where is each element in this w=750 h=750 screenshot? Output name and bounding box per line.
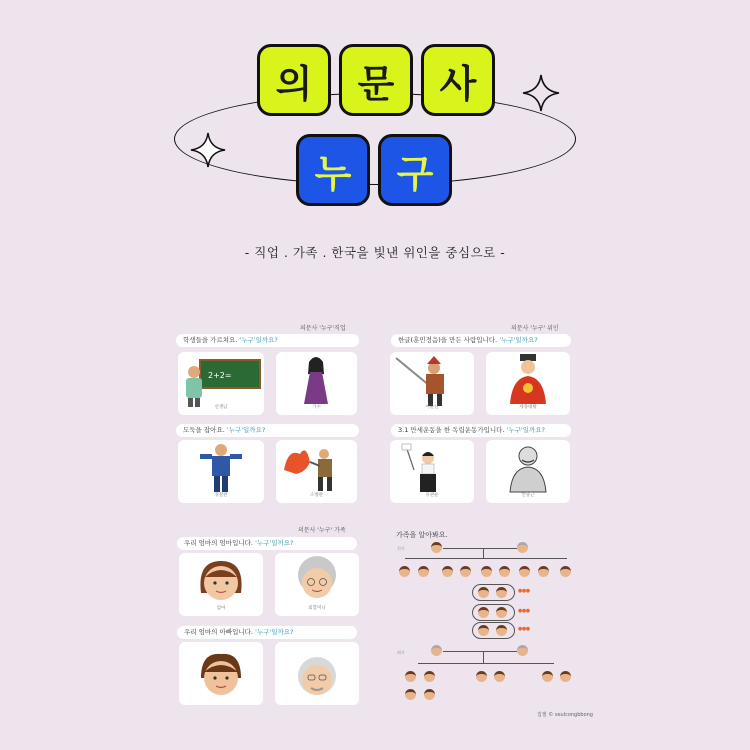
tree-person-face xyxy=(418,566,429,577)
great-question-1 xyxy=(391,334,571,347)
tree-connector xyxy=(443,651,517,652)
king-illustration xyxy=(486,352,570,407)
card-grandfather xyxy=(275,642,359,705)
card-yisunsin xyxy=(390,352,474,415)
question-text: 3.1 만세운동을 한 독립운동가입니다. xyxy=(398,426,507,434)
singer-illustration xyxy=(276,352,357,407)
question-text: 우리 엄마의 아빠입니다. xyxy=(184,628,256,636)
question-text: 학생들을 가르쳐요. xyxy=(183,336,240,344)
tree-connector xyxy=(443,548,517,549)
card-teacher xyxy=(178,352,264,415)
card-caption: 안중근 xyxy=(521,493,535,498)
title-tile-1: 의 xyxy=(257,44,331,116)
subtitle: - 직업 . 가족 . 한국을 빛낸 위인을 중심으로 - xyxy=(244,245,506,260)
tree-person-face xyxy=(538,566,549,577)
title-tile-4: 누 xyxy=(296,134,370,206)
tree-person-face xyxy=(496,607,507,618)
card-caption: 세종대왕 xyxy=(519,405,537,410)
father-face-illustration xyxy=(179,642,263,705)
title-tile-3: 사 xyxy=(421,44,495,116)
card-father xyxy=(179,642,263,705)
card-caption: 소방관 xyxy=(309,493,324,498)
card-yugwansun xyxy=(390,440,474,503)
tree-dots: ●●● xyxy=(518,588,530,594)
card-police xyxy=(178,440,264,503)
police-illustration xyxy=(178,440,264,495)
sparkle-icon xyxy=(522,74,560,112)
question-highlight: '누구'일까요? xyxy=(255,628,294,636)
tree-person-face xyxy=(424,689,435,700)
family-question-1 xyxy=(177,537,357,550)
tree-person-face xyxy=(478,587,489,598)
card-caption: 유관순 xyxy=(425,493,439,498)
card-angjunggeun xyxy=(486,440,570,503)
family-sheet-header: 의문사 '누구' 가족 xyxy=(298,527,346,534)
portrait-illustration xyxy=(486,440,570,495)
tree-person-face xyxy=(478,607,489,618)
tree-connector xyxy=(418,663,554,664)
card-grandmother xyxy=(275,553,359,616)
tree-person-face xyxy=(494,671,505,682)
firefighter-illustration xyxy=(276,440,357,495)
tree-grandfather-face xyxy=(431,542,442,553)
tree-person-face xyxy=(560,671,571,682)
sparkle-icon xyxy=(190,132,226,168)
question-highlight: '누구'일까요? xyxy=(226,426,266,434)
card-sejong xyxy=(486,352,570,415)
question-highlight: '누구'일까요? xyxy=(506,426,545,434)
tree-person-face xyxy=(481,566,492,577)
title-tile-5: 구 xyxy=(378,134,452,206)
great-question-2 xyxy=(391,424,571,437)
tree-grandmother-face xyxy=(517,542,528,553)
card-singer xyxy=(276,352,357,415)
tree-person-face xyxy=(499,566,510,577)
tree-person-face xyxy=(399,566,410,577)
job-sheet-header: 의문사 '누구'직업 xyxy=(300,325,346,332)
tree-connector xyxy=(483,651,484,663)
tree-person-face xyxy=(405,671,416,682)
great-sheet-header: 의문사 '누구' 위인 xyxy=(511,325,559,332)
family-question-2 xyxy=(177,626,357,639)
card-mother xyxy=(179,553,263,616)
tree-dots: ●●● xyxy=(518,626,530,632)
tree-person-face xyxy=(460,566,471,577)
tree-person-face xyxy=(405,689,416,700)
tree-person-face xyxy=(519,566,530,577)
tree-person-face xyxy=(424,671,435,682)
card-caption: 선생님 xyxy=(214,405,228,410)
job-question-2 xyxy=(176,424,359,437)
warrior-illustration xyxy=(390,352,474,407)
question-highlight: '누구'일까요? xyxy=(255,539,294,547)
independence-activist-illustration xyxy=(390,440,474,495)
question-text: 도둑을 잡아요. xyxy=(183,426,227,434)
svg-text:2+2=: 2+2= xyxy=(208,371,232,380)
tree-connector xyxy=(405,558,567,559)
tree-person-face xyxy=(478,625,489,636)
tree-title: 가족을 알아봐요. xyxy=(396,531,448,539)
question-text: 우리 엄마의 엄마입니다. xyxy=(184,539,256,547)
card-caption: 이순신 xyxy=(425,405,439,410)
card-caption: 가수 xyxy=(312,405,321,410)
credit-text: 집필 © seulcongbbong xyxy=(537,712,593,718)
job-question-1 xyxy=(176,334,359,347)
tree-dots: ●●● xyxy=(518,608,530,614)
grandfather-face-illustration xyxy=(275,642,359,705)
question-highlight: '누구'일까요? xyxy=(499,336,538,344)
teacher-illustration xyxy=(178,352,264,407)
tree-person-face xyxy=(560,566,571,577)
tree-person-face xyxy=(496,587,507,598)
tree-label-paternal: 친가 xyxy=(397,546,405,551)
mother-face-illustration xyxy=(179,553,263,608)
card-caption: 엄마 xyxy=(216,606,226,611)
title-tile-2: 문 xyxy=(339,44,413,116)
tree-connector xyxy=(483,548,484,558)
card-caption: 외할머니 xyxy=(308,606,326,611)
grandmother-face-illustration xyxy=(275,553,359,608)
tree-person-face xyxy=(542,671,553,682)
card-caption: 경찰관 xyxy=(214,493,228,498)
tree-grandmother-face xyxy=(517,645,528,656)
question-highlight: '누구'일까요? xyxy=(239,336,278,344)
tree-person-face xyxy=(442,566,453,577)
card-firefighter xyxy=(276,440,357,503)
tree-grandfather-face xyxy=(431,645,442,656)
tree-label-maternal: 외가 xyxy=(397,650,405,655)
tree-person-face xyxy=(496,625,507,636)
question-text: 한글(훈민정음)을 만든 사람입니다. xyxy=(398,336,500,344)
tree-person-face xyxy=(476,671,487,682)
